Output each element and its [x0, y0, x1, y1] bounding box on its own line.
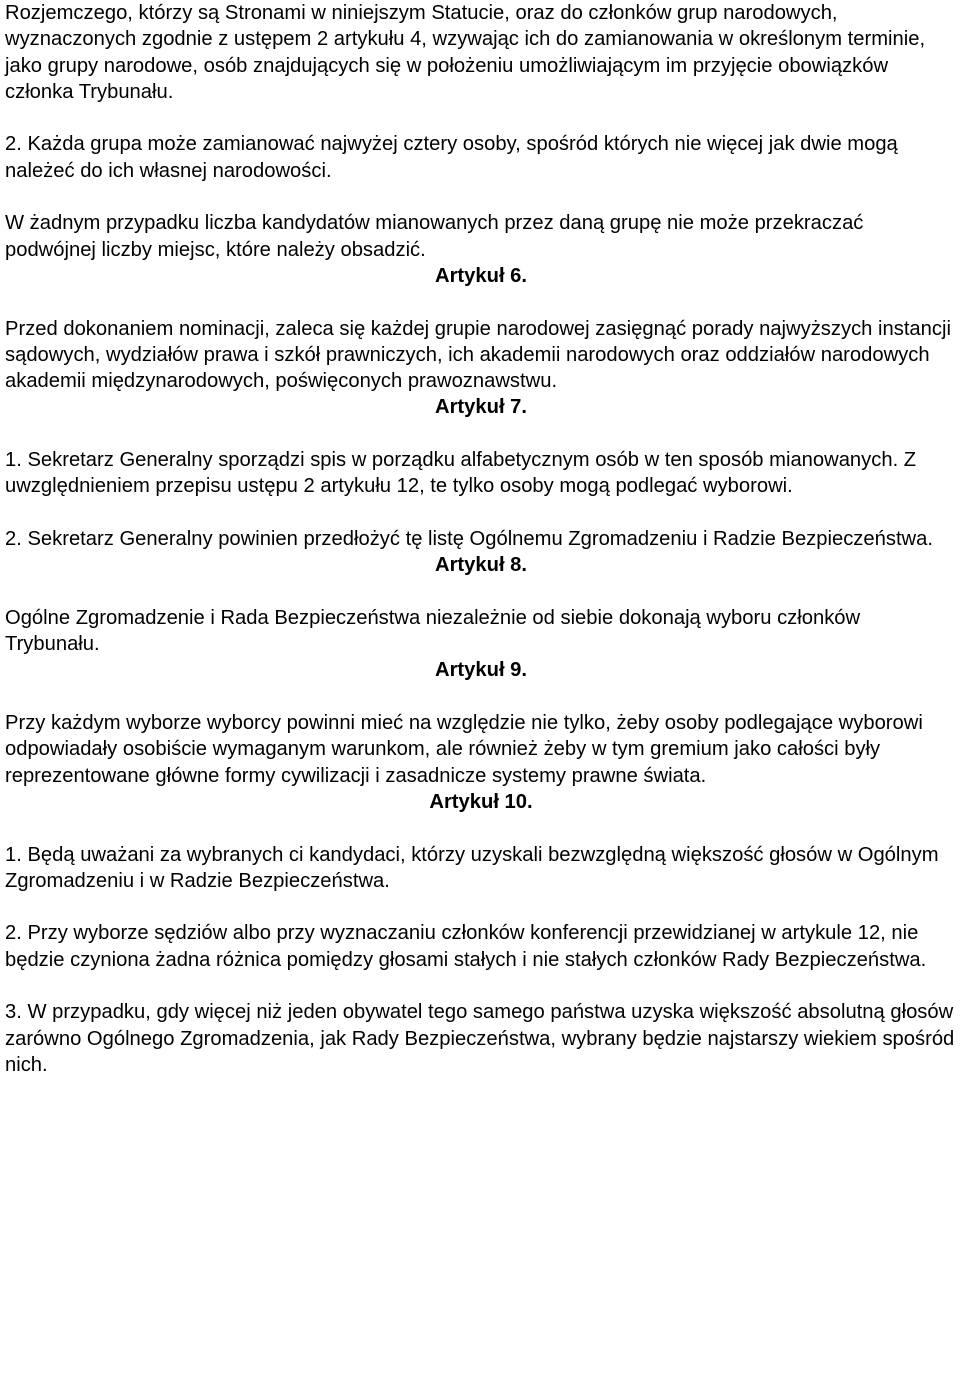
paragraph-art10-3: 3. W przypadku, gdy więcej niż jeden obywatel tego samego państwa uzyska większość absolutną głosów zarówno Ogólnego Zgromadzenia, jak Rady Bezpieczeństwa, wybrany będzie najstarszy wiekiem spośród nich.	[5, 1001, 955, 1076]
paragraph-art8: Ogólne Zgromadzenie i Rada Bezpieczeństwa niezależnie od siebie dokonają wyboru członków Trybunału.	[5, 606, 861, 656]
paragraph-art9: Przy każdym wyborze wyborcy powinni mieć na względzie nie tylko, żeby osoby podlegające wyborowi odpowiadały osobiście wymaganym warunkom, ale również żeby w tym gremium jako całości były reprezentowane główne formy cywilizacji i zasadnicze systemy prawne świata.	[5, 712, 923, 787]
paragraph-art10-2: 2. Przy wyborze sędziów albo przy wyznaczaniu członków konferencji przewidzianej w artykule 12, nie będzie czyniona żadna różnica pomiędzy głosami stałych i nie stałych członków Rady Bezpieczeństwa.	[5, 922, 927, 971]
paragraph-art5-2-limit: W żadnym przypadku liczba kandydatów mianowanych przez daną grupę nie może przekraczać podwójnej liczby miejsc, które należy obsadzić.	[5, 212, 864, 261]
article-9-heading: Artykuł 9.	[435, 659, 527, 682]
paragraph-art10-1: 1. Będą uważani za wybranych ci kandydaci, którzy uzyskali bezwzględną większość głosów w Ogólnym Zgromadzeniu i w Radzie Bezpieczeństwa.	[5, 843, 939, 892]
paragraph-art6: Przed dokonaniem nominacji, zaleca się każdej grupie narodowej zasięgnąć porady najwyższych instancji sądowych, wydziałów prawa i szkół prawniczych, ich akademii narodowych oraz oddziałów narodowych akademii międzynarodowych, poświęconych prawoznawstwu.	[5, 317, 951, 393]
paragraph-art7-2: 2. Sekretarz Generalny powinien przedłożyć tę listę Ogólnemu Zgromadzeniu i Radzie Bezpieczeństwa.	[5, 527, 933, 550]
article-8-heading: Artykuł 8.	[435, 554, 527, 577]
paragraph-art5-intro-continued: Rozjemczego, którzy są Stronami w niniejszym Statucie, oraz do członków grup narodowych, wyznaczonych zgodnie z ustępem 2 artykułu 4, wzywając ich do zamianowania w określonym terminie, jako grupy narodowe, osób znajdujących się w położeniu umożliwiającym im przyjęcie obowiązków członka Trybunału.	[5, 2, 926, 103]
paragraph-art5-2: 2. Każda grupa może zamianować najwyżej cztery osoby, spośród których nie więcej jak dwie mogą należeć do ich własnej narodowości.	[5, 133, 898, 182]
article-7-heading: Artykuł 7.	[435, 396, 527, 419]
paragraph-art7-1: 1. Sekretarz Generalny sporządzi spis w porządku alfabetycznym osób w ten sposób mianowanych. Z uwzględnieniem przepisu ustępu 2 artykułu 12, te tylko osoby mogą podlegać wyborowi.	[5, 449, 917, 498]
article-10-heading: Artykuł 10.	[429, 790, 533, 813]
document-page	[5, 0, 957, 1078]
article-6-heading: Artykuł 6.	[435, 264, 527, 287]
